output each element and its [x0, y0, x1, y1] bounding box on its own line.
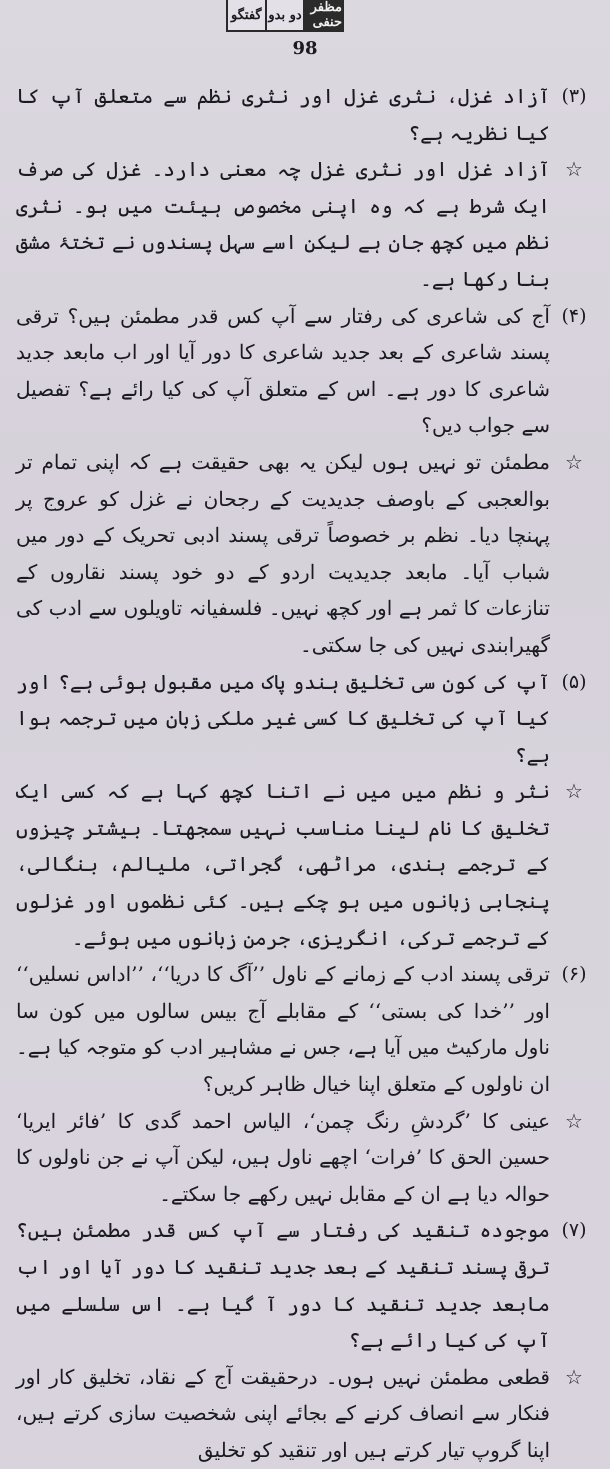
- answer-5: [16, 773, 594, 956]
- header-author: مظفر حنفی: [305, 0, 342, 30]
- answer-7: [16, 1359, 594, 1469]
- star-icon: ☆: [565, 1108, 583, 1133]
- question-text: آج کی شاعری کی رفتار سے آپ کس قدر مطمئن ہیں؟ ترقی پسند شاعری کے بعد جدید شاعری کا دور آیا اور اب مابعد جدید شاعری کا دور ہے۔ اس کے متعلق آپ کی کیا رائے ہے؟ تفصیل سے جواب دیں؟: [16, 303, 550, 438]
- question-number: (۴): [561, 304, 587, 327]
- question-text: موجودہ تنقید کی رفتار سے آپ کس قدر مطمئن ہیں؟ ترقی پسند تنقید کے بعد جدید تنقید کا دور آیا اور اب مابعد جدید تنقید کا دور آ گیا ہے۔ اس سلسلے میں آپ کی کیا رائے ہے؟: [16, 1218, 550, 1353]
- question-7: [16, 1212, 594, 1358]
- answer-text: مطمئن تو نہیں ہوں لیکن یہ بھی حقیقت ہے کہ اپنی تمام تر بوالعجبی کے باوصف جدیدیت کے رجحان نے غزل کو عروج پر پہنچا دیا۔ نظم بر خصوصاً ترقی پسند ادبی تحریک کے دور میں شباب آیا۔ مابعد جدیدیت اردو کے دو خود پسند نقاروں کے تنازعات کا ثمر ہے اور کچھ نہیں۔ فلسفیانہ تاویلوں سے ادب کی گھیرابندی نہیں کی جا سکتی۔: [16, 449, 550, 657]
- question-number: (۷): [561, 1219, 587, 1242]
- star-icon: ☆: [565, 157, 583, 182]
- answer-6: [16, 1103, 594, 1213]
- question-text: آپ کی کون سی تخلیق ہندو پاک میں مقبول ہوئی ہے؟ اور کیا آپ کی تخلیق کا کسی غیر ملکی زبان میں ترجمہ ہوا ہے؟: [16, 669, 550, 767]
- question-5: [16, 664, 594, 774]
- question-text: ترقی پسند ادب کے زمانے کے ناول ’’آگ کا دریا‘‘، ’’اداس نسلیں‘‘ اور ’’خدا کی بستی‘‘ کے مقابلے آج بیس سالوں میں کون سا ناول مارکیٹ میں آیا ہے، جس نے مشاہیر ادب کو متوجہ کیا ہے۔ ان ناولوں کے متعلق اپنا خیال ظاہر کریں؟: [16, 962, 550, 1097]
- question-number: (۵): [561, 670, 587, 693]
- answer-text: قطعی مطمئن نہیں ہوں۔ درحقیقت آج کے نقاد، تخلیق کار اور فنکار سے انصاف کرنے کے بجائے اپنی شخصیت سازی کرتے ہیں، اپنا گروپ تیار کرتے ہیں اور تنقید کو تخلیق: [16, 1364, 550, 1462]
- header-book-title: دو بدو: [265, 0, 306, 30]
- star-icon: ☆: [565, 1364, 583, 1389]
- header-section: گفتگو: [231, 7, 262, 23]
- answer-text: عینی کا ’گردشِ رنگ چمن‘، الیاس احمد گدی کا ’فائر ایریا‘ حسین الحق کا ’فرات‘ اچھے ناول ہیں، لیکن آپ نے جن ناولوں کا حوالہ دیا ہے ان کے مقابل نہیں رکھے جا سکتے۔: [16, 1108, 550, 1206]
- question-text: آزاد غزل، نثری غزل اور نثری نظم سے متعلق آپ کا کیا نظریہ ہے؟: [16, 84, 550, 145]
- question-number: (۳): [561, 85, 587, 107]
- answer-3: [16, 151, 594, 297]
- star-icon: ☆: [565, 449, 583, 474]
- star-icon: ☆: [565, 779, 583, 804]
- running-header: [226, 0, 344, 32]
- answer-text: نثر و نظم میں میں نے اتنا کچھ کہا ہے کہ کسی ایک تخلیق کا نام لینا مناسب نہیں سمجھتا۔ بیشتر چیزوں کے ترجمے ہندی، مراٹھی، گجراتی، ملیالم، بنگالی، پنجابی زبانوں میں ہو چکے ہیں۔ کئی نظموں اور غزلوں کے ترجمے ترکی، انگریزی، جرمن زبانوں میں ہوئے۔: [16, 779, 550, 950]
- answer-4: [16, 444, 594, 664]
- page-number: 98: [292, 38, 318, 59]
- question-3: [16, 78, 594, 151]
- interview-text: [16, 78, 594, 1462]
- question-4: [16, 298, 594, 444]
- answer-text: آزاد غزل اور نثری غزل چہ معنی دارد۔ غزل کی صرف ایک شرط ہے کہ وہ اپنی مخصوص ہیئت میں ہو۔ نثری نظم میں کچھ جان ہے لیکن اسے سہل پسندوں نے تختۂ مشق بنا رکھا ہے۔: [16, 157, 550, 291]
- question-number: (۶): [561, 963, 587, 986]
- question-6: [16, 956, 594, 1102]
